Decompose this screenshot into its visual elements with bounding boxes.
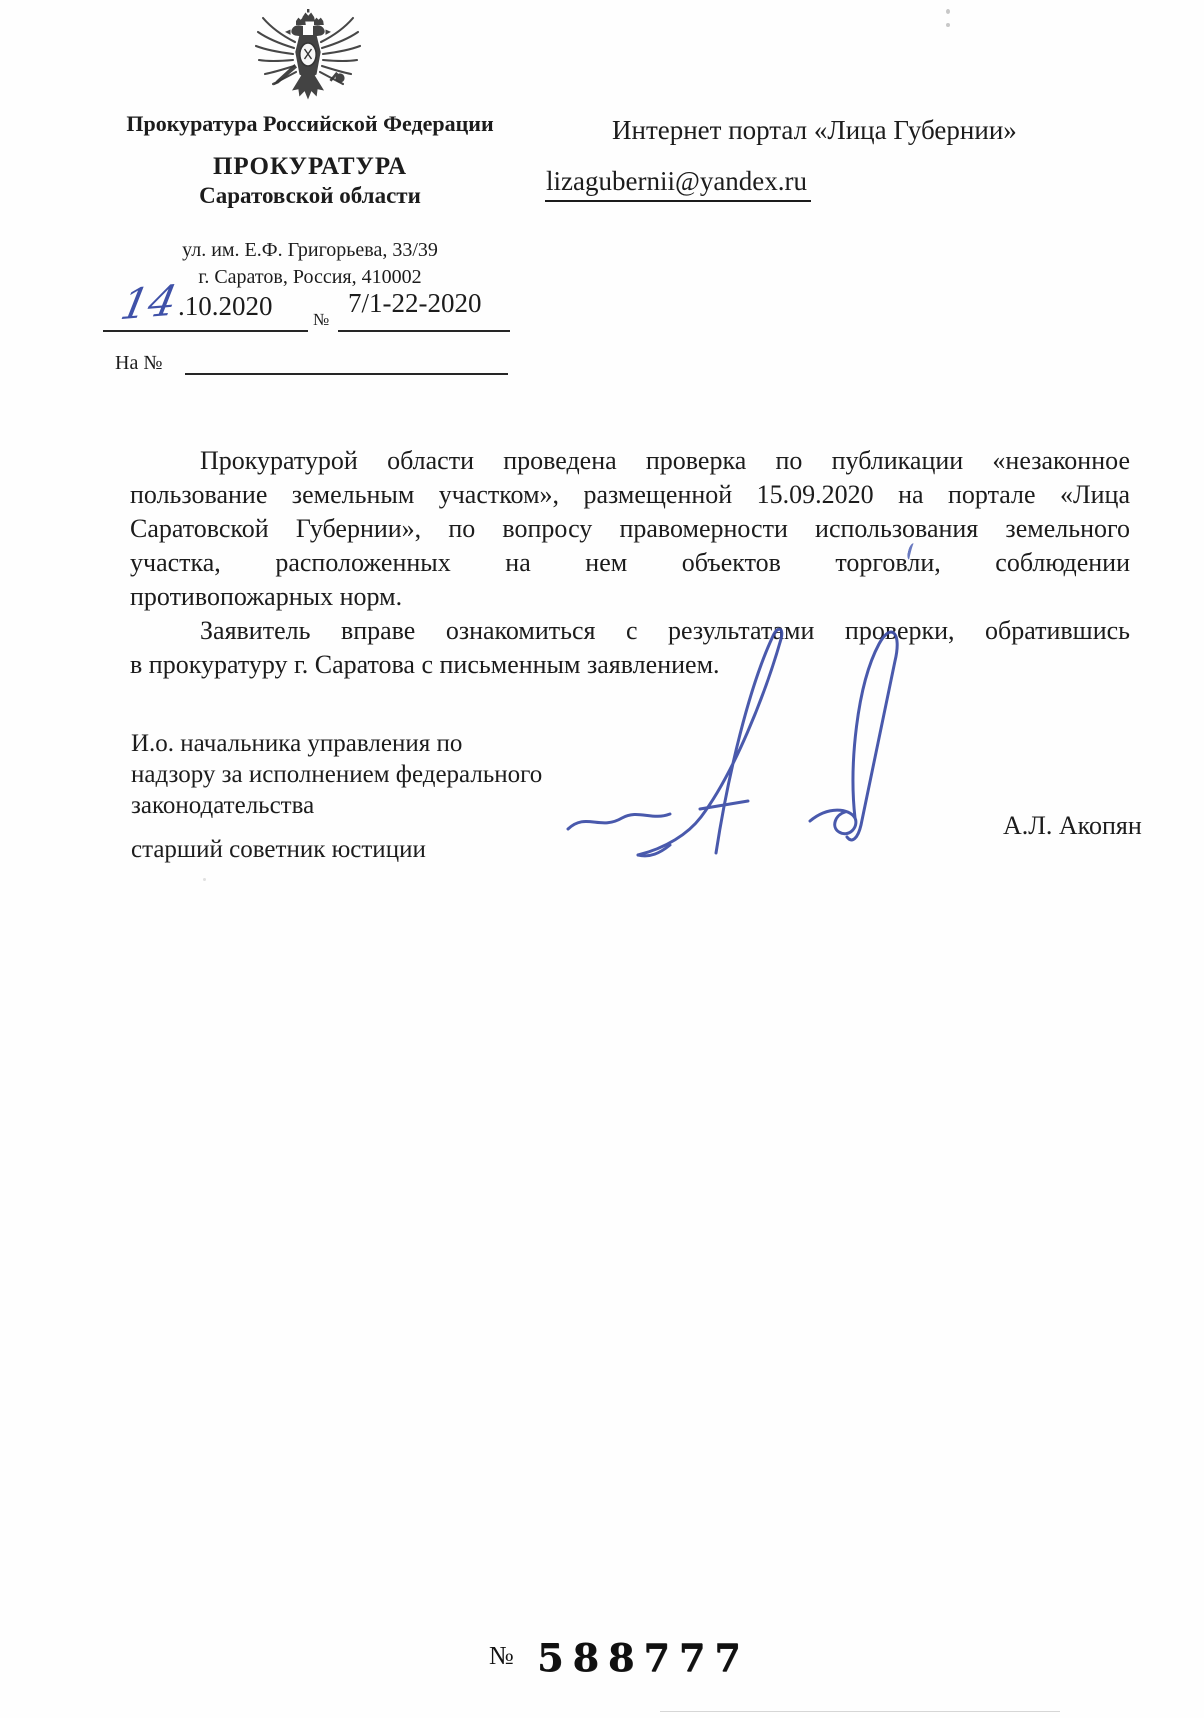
scan-speck bbox=[946, 9, 950, 14]
organization-name-line1: ПРОКУРАТУРА bbox=[212, 153, 408, 180]
parent-organization-title: Прокуратура Российской Федерации bbox=[126, 111, 494, 136]
text-line: противопожарных норм. bbox=[130, 582, 403, 611]
address-line1: ул. им. Е.Ф. Григорьева, 33/39 bbox=[182, 239, 438, 261]
printed-date: .10.2020 bbox=[178, 291, 273, 321]
addressee-email: lizagubernii@yandex.ru bbox=[545, 166, 811, 202]
address-line2: г. Саратов, Россия, 410002 bbox=[198, 266, 422, 288]
text-line: Прокуратурой области проведена проверка по публикации «незаконное bbox=[200, 446, 1130, 475]
stamp-number-sign: № bbox=[489, 1641, 514, 1670]
date-underline bbox=[103, 330, 308, 332]
coat-of-arms-icon bbox=[253, 8, 363, 108]
paragraph-1 bbox=[130, 444, 1130, 614]
organization-name-line2: Саратовской области bbox=[199, 183, 421, 208]
text-line: Заявитель вправе ознакомиться с результатами проверки, обратившись bbox=[200, 616, 1130, 645]
reply-to-underline bbox=[185, 373, 508, 375]
title-line: законодательства bbox=[131, 792, 315, 819]
handwritten-signature-icon bbox=[548, 615, 978, 865]
scan-artifact-line bbox=[660, 1711, 1060, 1712]
number-underline bbox=[338, 330, 510, 332]
text-line: участка, расположенных на нем объектов торговли, соблюдении bbox=[130, 548, 1130, 577]
stamp-number: 588777 bbox=[537, 1635, 750, 1680]
addressee-name: Интернет портал «Лица Губернии» bbox=[612, 115, 1017, 145]
text-line: в прокуратуру г. Саратова с письменным заявлением. bbox=[130, 650, 720, 679]
title-line: И.о. начальника управления по bbox=[131, 730, 463, 757]
scan-speck bbox=[203, 878, 206, 881]
text-line: Саратовской Губернии», по вопросу правомерности использования земельного bbox=[130, 514, 1130, 543]
signer-name: А.Л. Акопян bbox=[1003, 811, 1142, 840]
reply-to-label: На № bbox=[115, 352, 163, 374]
title-line: надзору за исполнением федерального bbox=[131, 761, 543, 788]
handwritten-day: 14 bbox=[116, 275, 181, 330]
scan-speck bbox=[946, 23, 950, 27]
outgoing-number: 7/1-22-2020 bbox=[348, 288, 482, 318]
double-headed-eagle-icon bbox=[253, 8, 363, 108]
number-sign-label: № bbox=[313, 310, 330, 329]
text-line: пользование земельным участком», размещенной 15.09.2020 на портале «Лица bbox=[130, 480, 1130, 509]
signer-rank: старший советник юстиции bbox=[131, 836, 426, 863]
